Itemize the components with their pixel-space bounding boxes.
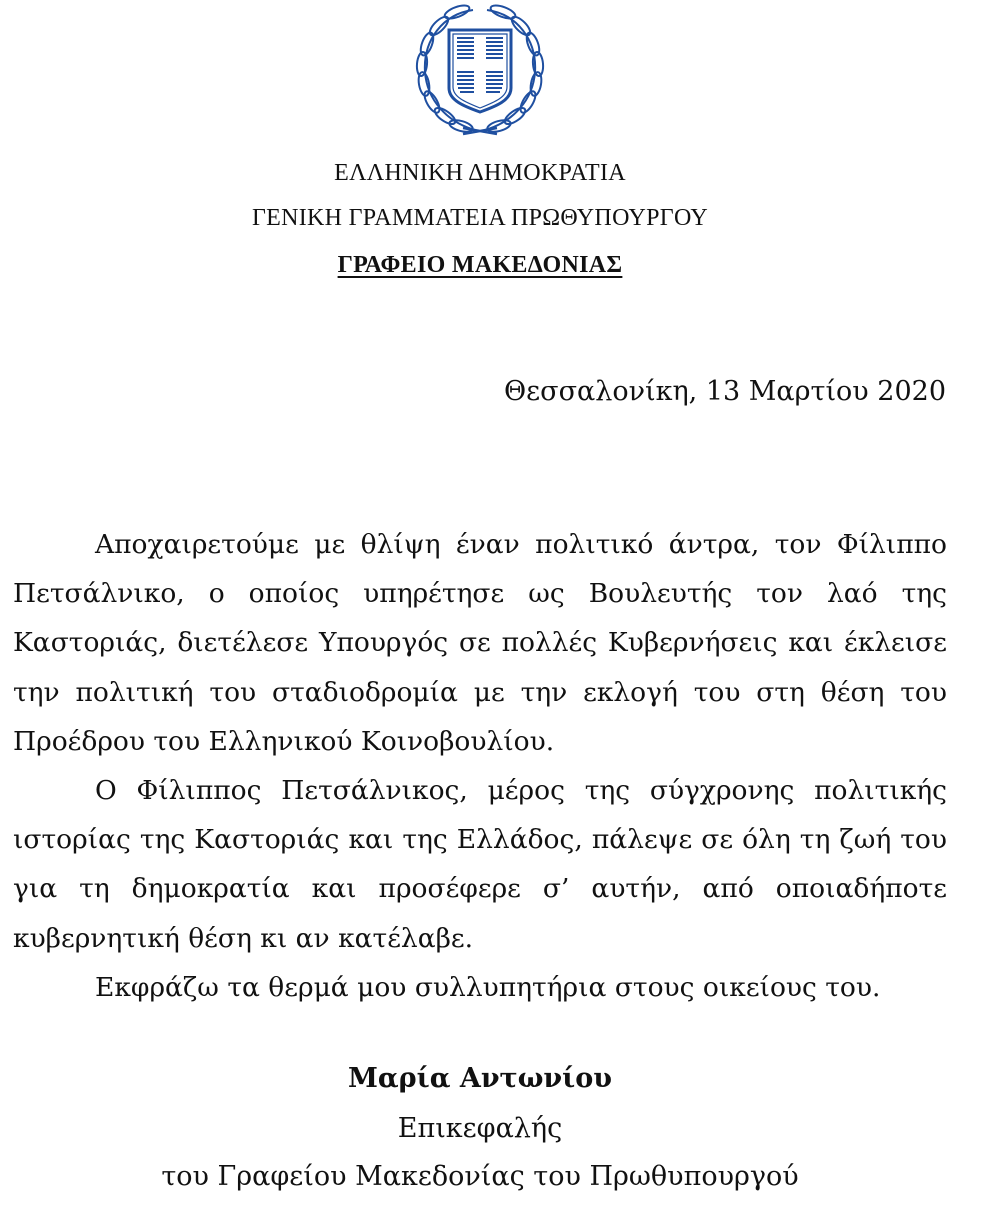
date-line: Θεσσαλονίκη, 13 Μαρτίου 2020 bbox=[504, 376, 946, 407]
letter-body bbox=[13, 520, 947, 1012]
signatory-office: του Γραφείου Μακεδονίας του Πρωθυπουργού bbox=[161, 1161, 799, 1192]
signatory-title: Επικεφαλής bbox=[397, 1113, 563, 1144]
signatory-name: Μαρία Αντωνίου bbox=[348, 1063, 612, 1094]
header-secretariat: ΓΕΝΙΚΗ ΓΡΑΜΜΑΤΕΙΑ ΠΡΩΘΥΠΟΥΡΓΟΥ bbox=[251, 205, 709, 231]
paragraph-3: Εκφράζω τα θερμά μου συλλυπητήρια στους οικείους του. bbox=[95, 971, 881, 1003]
header-country: ΕΛΛΗΝΙΚΗ ΔΗΜΟΚΡΑΤΙΑ bbox=[334, 160, 626, 186]
paragraph-2: Ο Φίλιππος Πετσάλνικος, μέρος της σύγχρονης πολιτικής ιστορίας της Καστοριάς και της Ελλάδος, πάλεψε σε όλη τη ζωή του για τη δημοκρατία και προσέφερε σ’ αυτήν, από οποιαδήποτε κυβερνητική θέση κι αν κατέλαβε. bbox=[13, 775, 947, 954]
paragraph-1: Αποχαιρετούμε με θλίψη έναν πολιτικό άντρα, τον Φίλιππο Πετσάλνικο, ο οποίος υπηρέτησε ως Βουλευτής τον λαό της Καστοριάς, διετέλεσε Υπουργός σε πολλές Κυβερνήσεις και έκλεισε την πολιτική του σταδιοδρομία με την εκλογή του στη θέση του Προέδρου του Ελληνικού Κοινοβουλίου. bbox=[13, 529, 947, 757]
greek-coat-of-arms-icon bbox=[413, 0, 547, 138]
header-office: ΓΡΑΦΕΙΟ ΜΑΚΕΔΟΝΙΑΣ bbox=[337, 252, 623, 278]
